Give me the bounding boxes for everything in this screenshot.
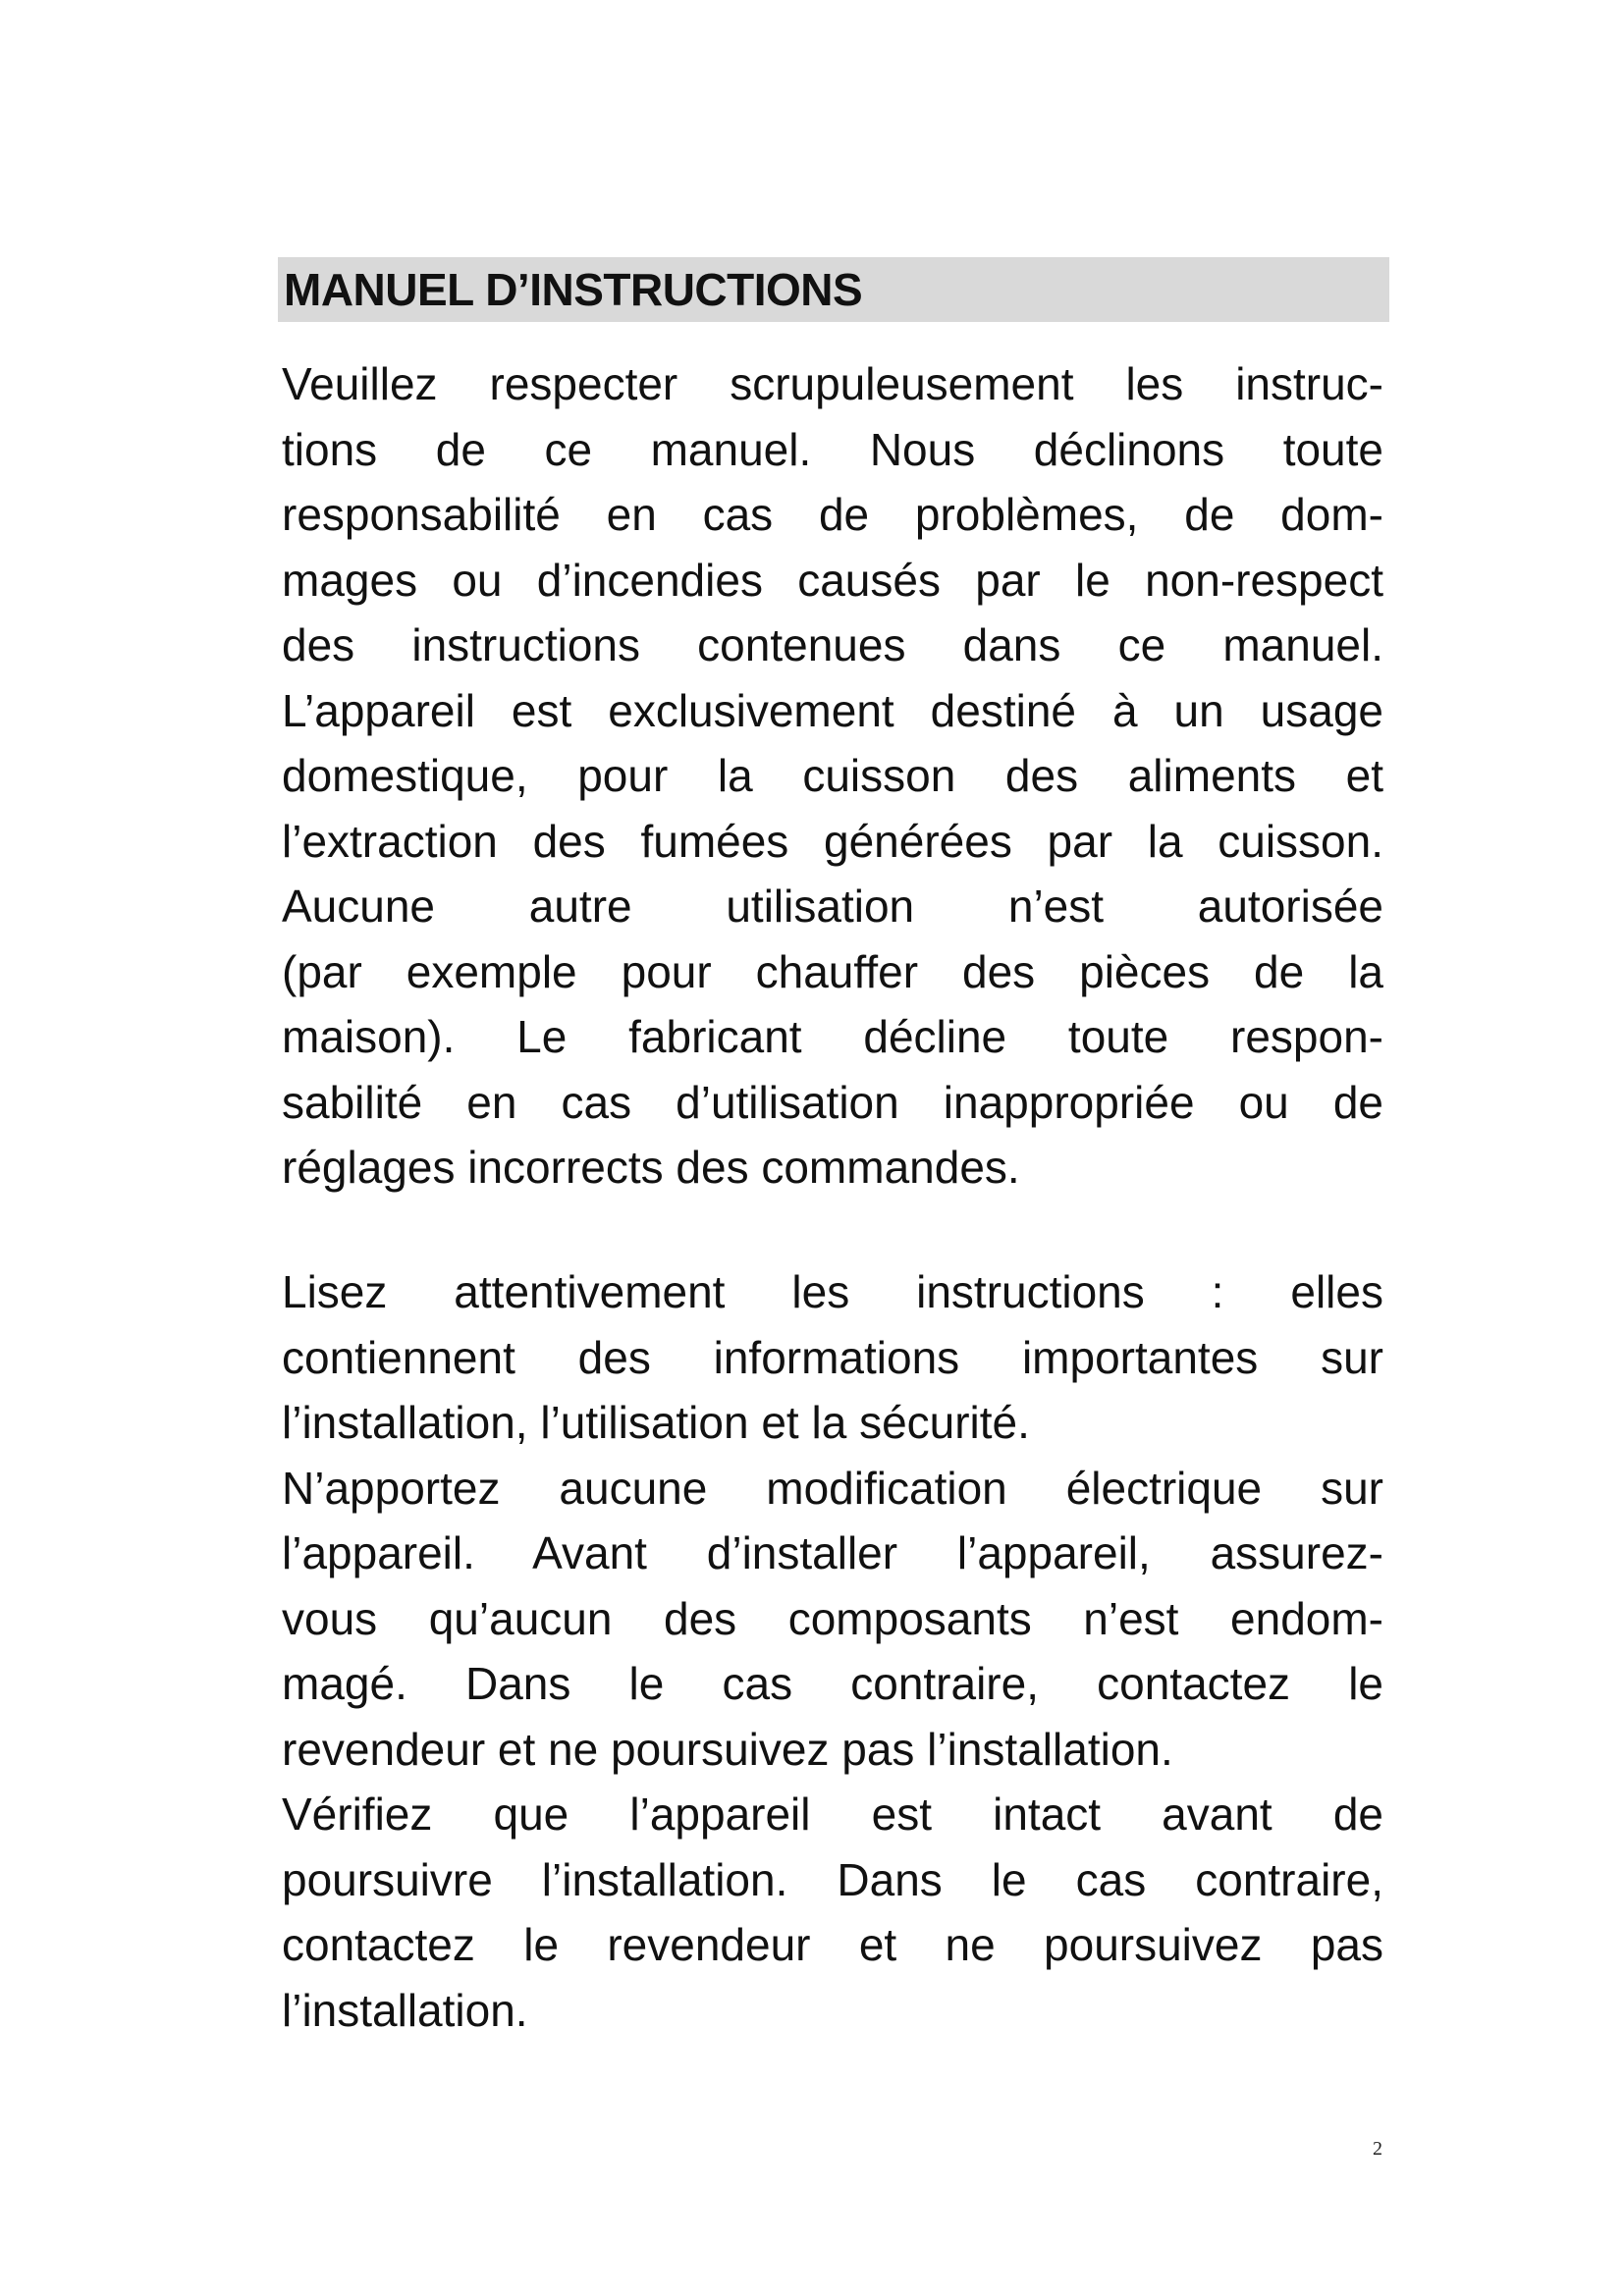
text-line: Lisez attentivement les instructions : elles <box>282 1266 1383 1317</box>
text-line: l’installation. <box>282 1984 528 2036</box>
text-line: tions de ce manuel. Nous déclinons toute <box>282 423 1383 475</box>
text-line: vous qu’aucun des composants n’est endom- <box>282 1592 1383 1644</box>
text-line: Veuillez respecter scrupuleusement les instruc- <box>282 358 1383 409</box>
section-heading-bar <box>278 257 1389 322</box>
text-line: l’appareil. Avant d’installer l’appareil, assurez- <box>282 1527 1383 1578</box>
text-line: magé. Dans le cas contraire, contactez le <box>282 1658 1383 1709</box>
paragraph-safety-disclaimer <box>282 351 1383 1201</box>
text-line: L’appareil est exclusivement destiné à un usage <box>282 684 1383 736</box>
page-number: 2 <box>1373 2138 1382 2160</box>
text-line: contiennent des informations importantes sur <box>282 1331 1383 1383</box>
text-line: Aucune autre utilisation n’est autorisée <box>282 881 1383 932</box>
text-line: des instructions contenues dans ce manuel. <box>282 619 1383 670</box>
text-line: l’installation, l’utilisation et la sécurité. <box>282 1397 1030 1448</box>
text-line: responsabilité en cas de problèmes, de dom- <box>282 489 1383 540</box>
text-line: contactez le revendeur et ne poursuivez pas <box>282 1919 1383 1970</box>
text-line: (par exemple pour chauffer des pièces de la <box>282 945 1383 997</box>
text-line: maison). Le fabricant décline toute respon- <box>282 1011 1383 1062</box>
paragraph-installation-notes <box>282 1259 1383 2043</box>
text-line: Vérifiez que l’appareil est intact avant de <box>282 1789 1383 1840</box>
text-line: mages ou d’incendies causés par le non-respect <box>282 554 1383 606</box>
text-line: poursuivre l’installation. Dans le cas contraire, <box>282 1853 1383 1905</box>
text-line: réglages incorrects des commandes. <box>282 1142 1020 1193</box>
text-line: N’apportez aucune modification électrique sur <box>282 1462 1383 1514</box>
text-line: sabilité en cas d’utilisation inappropriée ou de <box>282 1076 1383 1128</box>
section-heading: MANUEL D’INSTRUCTIONS <box>284 264 863 315</box>
text-line: domestique, pour la cuisson des aliments et <box>282 750 1383 801</box>
text-line: revendeur et ne poursuivez pas l’installation. <box>282 1723 1173 1775</box>
text-line: l’extraction des fumées générées par la cuisson. <box>282 815 1383 867</box>
